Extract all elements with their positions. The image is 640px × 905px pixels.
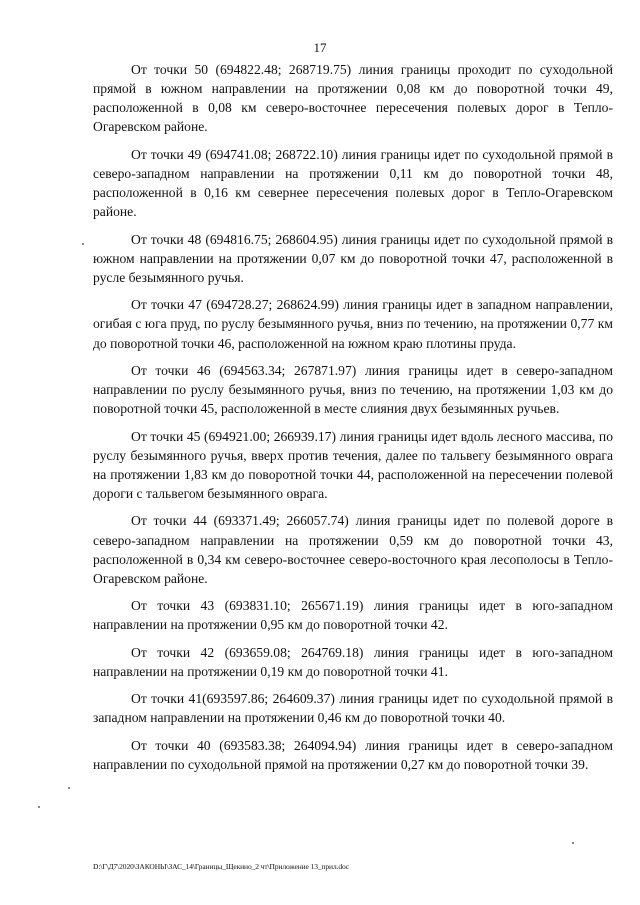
boundary-paragraph-point-45: От точки 45 (694921.00; 266939.17) линия границы идет вдоль лесного массива, по руслу безымянного ручья, вверх против течения, далее по тальвегу безымянного оврага на протяжении 1,83 км до поворотной точки 44, расположенной на пересечении полевой дороги с тальвегом безымянного оврага. <box>93 428 613 502</box>
boundary-paragraph-point-47: От точки 47 (694728.27; 268624.99) линия границы идет в западном направлении, огибая с юга пруд, по руслу безымянного ручья, вниз по течению, на протяжении 0,77 км до поворотной точки 46, расположенной на южном краю плотины пруда. <box>93 297 613 351</box>
document-body <box>93 60 613 782</box>
scan-speck <box>68 787 70 789</box>
footer-file-path: D:\Г\Д7\2020\ЗАКОНЫ\ЗАС_14\Границы_Щекино_2 чт\Приложение 13_прил.doc <box>93 862 349 871</box>
boundary-paragraph-point-44: От точки 44 (693371.49; 266057.74) линия границы идет по полевой дороге в северо-западном направлении на протяжении 0,59 км до поворотной точки 43, расположенной в 0,34 км северо-восточнее северо-восточного края лесополосы в Тепло-Огаревском районе. <box>93 513 613 586</box>
boundary-paragraph-point-50: От точки 50 (694822.48; 268719.75) линия границы проходит по суходольной прямой в южном направлении на протяжении 0,08 км до поворотной точки 49, расположенной в 0,08 км северо-восточнее пересечения полевых дорог в Тепло-Огаревском районе. <box>93 62 613 135</box>
page-number: 17 <box>313 40 327 55</box>
boundary-paragraph-point-41: От точки 41(693597.86; 264609.37) линия границы идет по суходольной прямой в западном направлении на протяжении 0,46 км до поворотной точки 40. <box>93 691 613 726</box>
scan-speck <box>82 243 84 245</box>
boundary-paragraph-point-48: От точки 48 (694816.75; 268604.95) линия границы идет по суходольной прямой в южном направлении на протяжении 0,07 км до поворотной точки 47, расположенной в русле безымянного ручья. <box>93 231 613 285</box>
boundary-paragraph-point-42: От точки 42 (693659.08; 264769.18) линия границы идет в юго-западном направлении на протяжении 0,19 км до поворотной точки 41. <box>93 644 613 679</box>
boundary-paragraph-point-40: От точки 40 (693583.38; 264094.94) линия границы идет в северо-западном направлении по суходольной прямой на протяжении 0,27 км до поворотной точки 39. <box>93 737 613 772</box>
scan-speck <box>38 806 40 808</box>
boundary-paragraph-point-46: От точки 46 (694563.34; 267871.97) линия границы идет в северо-западном направлении по руслу безымянного ручья, вниз по течению, на протяжении 1,03 км до поворотной точки 45, расположенной в месте слияния двух безымянных ручьев. <box>93 362 613 417</box>
boundary-paragraph-point-49: От точки 49 (694741.08; 268722.10) линия границы идет по суходольной прямой в северо-западном направлении на протяжении 0,11 км до поворотной точки 48, расположенной в 0,16 км севернее пересечения полевых дорог в Тепло-Огаревском районе. <box>93 146 613 220</box>
boundary-paragraph-point-43: От точки 43 (693831.10; 265671.19) линия границы идет в юго-западном направлении на протяжении 0,95 км до поворотной точки 42. <box>93 598 613 633</box>
scan-speck <box>572 842 574 844</box>
